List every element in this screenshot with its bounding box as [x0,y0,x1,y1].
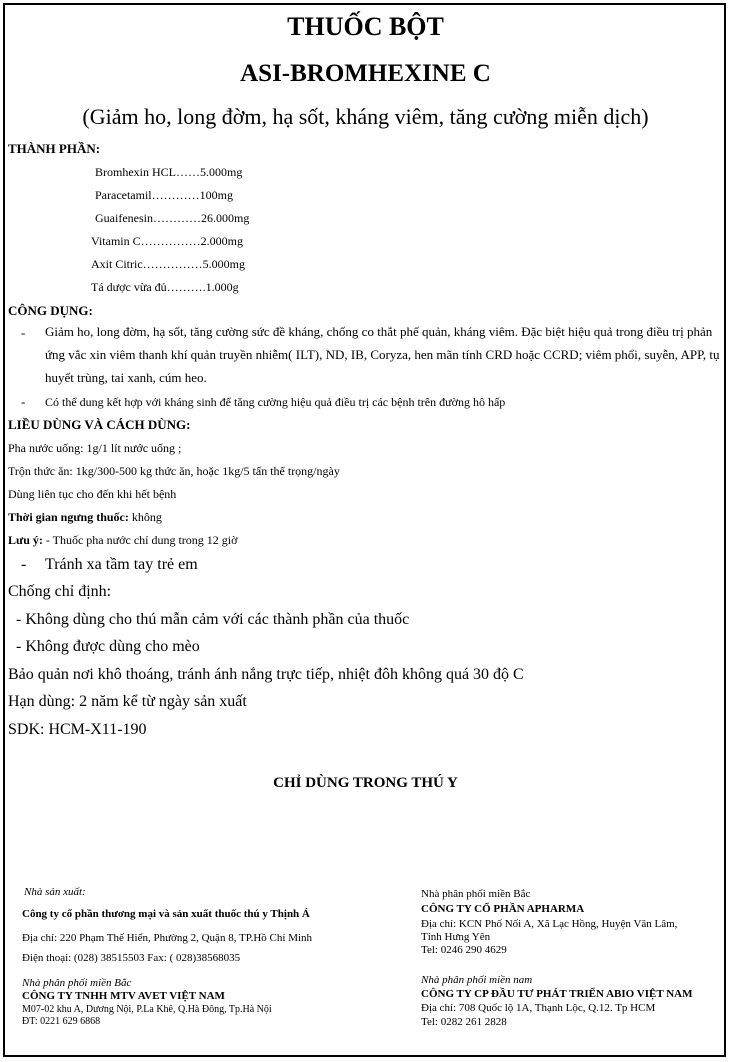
document-border [3,3,726,1057]
distributor-north-right-address: Địa chỉ: KCN Phố Nối A, Xã Lạc Hồng, Huyện Văn Lâm, [421,918,678,930]
distributor-south-label: Nhà phân phối miền nam [421,974,533,986]
distributor-north-phone: ĐT: 0221 629 6868 [22,1016,101,1027]
note-value: - Thuốc pha nước chỉ dung trong 12 giờ [42,533,238,547]
composition-item: Paracetamil…………100mg [95,188,233,202]
bullet-dash: - [21,394,26,409]
contraindication-item: - Không được dùng cho mèo [16,638,200,655]
manufacturer-label: Nhà sản xuất: [24,886,86,898]
product-subtitle: (Giảm ho, long đờm, hạ sốt, kháng viêm, tăng cường miễn dịch) [82,104,649,129]
manufacturer-phone: Điện thoại: (028) 38515503 Fax: ( 028)38568035 [22,952,241,964]
distributor-north-right-phone: Tel: 0246 290 4629 [421,944,507,956]
distributor-north-right-name: CÔNG TY CỔ PHẦN APHARMA [421,903,585,915]
distributor-south-address: Địa chỉ: 708 Quốc lộ 1A, Thạnh Lộc, Q.12. Tp HCM [421,1002,656,1014]
distributor-north-label: Nhà phân phối miền Bắc [22,977,132,989]
composition-item: Axit Citric……………5.000mg [91,257,245,271]
withdrawal-value: không [128,510,162,524]
distributor-north-right-label: Nhà phân phối miền Bắc [421,888,531,900]
manufacturer-name: Công ty cổ phần thương mại và sản xuất thuốc thú y Thịnh Á [22,908,310,920]
expiry: Hạn dùng: 2 năm kể từ ngày sản xuất [8,693,247,710]
bullet-dash: - [21,556,27,573]
dosage-heading: LIỀU DÙNG VÀ CÁCH DÙNG: [8,417,191,432]
note-keep-away: Tránh xa tầm tay trẻ em [45,556,198,573]
product-name: ASI-BROMHEXINE C [240,60,491,87]
dosage-line: Pha nước uống: 1g/1 lít nước uống ; [8,441,182,455]
withdrawal-time [8,510,162,525]
usage-bullet-1: Giảm ho, long đờm, hạ sốt, tăng cường sức đề kháng, chống co thắt phế quản, kháng viêm. Đặc biệt hiệu quả trong điều trị phản ứng vắc xin viêm thanh khí quản truyền nhiễm( ILT), ND, IB, Coryza, hen mãn tính CRD hoặc CCRD; viêm phổi, suyễn, APP, tụ huyết trùng, tai xanh, cúm heo. [45,324,720,385]
note [8,533,237,548]
storage-instructions: Bảo quản nơi khô thoáng, tránh ánh nắng trực tiếp, nhiệt đôh không quá 30 độ C [8,666,524,683]
manufacturer-address: Địa chỉ: 220 Phạm Thế Hiển, Phường 2, Quận 8, TP.Hồ Chí Minh [22,932,313,944]
veterinary-only-notice: CHỈ DÙNG TRONG THÚ Y [273,775,458,791]
bullet-dash: - [21,325,26,340]
distributor-north-right-address: Tỉnh Hưng Yên [421,931,491,943]
dosage-line: Trộn thức ăn: 1kg/300-500 kg thức ăn, hoặc 1kg/5 tấn thể trọng/ngày [8,464,340,478]
distributor-south-name: CÔNG TY CP ĐẦU TƯ PHÁT TRIỂN ABIO VIỆT NAM [421,988,693,1000]
composition-item: Tá dược vừa đủ……….1.000g [91,280,239,294]
document-title: THUỐC BỘT [287,12,444,41]
usage-heading: CÔNG DỤNG: [8,303,93,318]
distributor-north-name: CÔNG TY TNHH MTV AVET VIỆT NAM [22,990,225,1002]
note-label: Lưu ý: [8,533,43,547]
dosage-line: Dùng liên tục cho đến khi hết bệnh [8,487,177,501]
distributor-north-address: M07-02 khu A, Dương Nội, P.La Khê, Q.Hà Đông, Tp.Hà Nội [22,1004,272,1015]
composition-heading: THÀNH PHẦN: [8,141,101,156]
contraindication-item: - Không dùng cho thú mẫn cảm với các thành phần của thuốc [16,611,410,628]
composition-item: Vitamin C……………2.000mg [91,234,243,248]
contraindications-heading: Chống chỉ định: [8,583,112,600]
usage-bullet-2: Có thể dung kết hợp với kháng sinh để tăng cường hiệu quả điều trị các bệnh trên đường hô hấp [45,395,506,409]
withdrawal-label: Thời gian ngưng thuốc: [8,510,129,524]
registration-number: SDK: HCM-X11-190 [8,721,147,738]
composition-item: Bromhexin HCL……5.000mg [95,165,243,179]
composition-item: Guaifenesin…………26.000mg [95,211,250,225]
distributor-south-phone: Tel: 0282 261 2828 [421,1016,507,1028]
